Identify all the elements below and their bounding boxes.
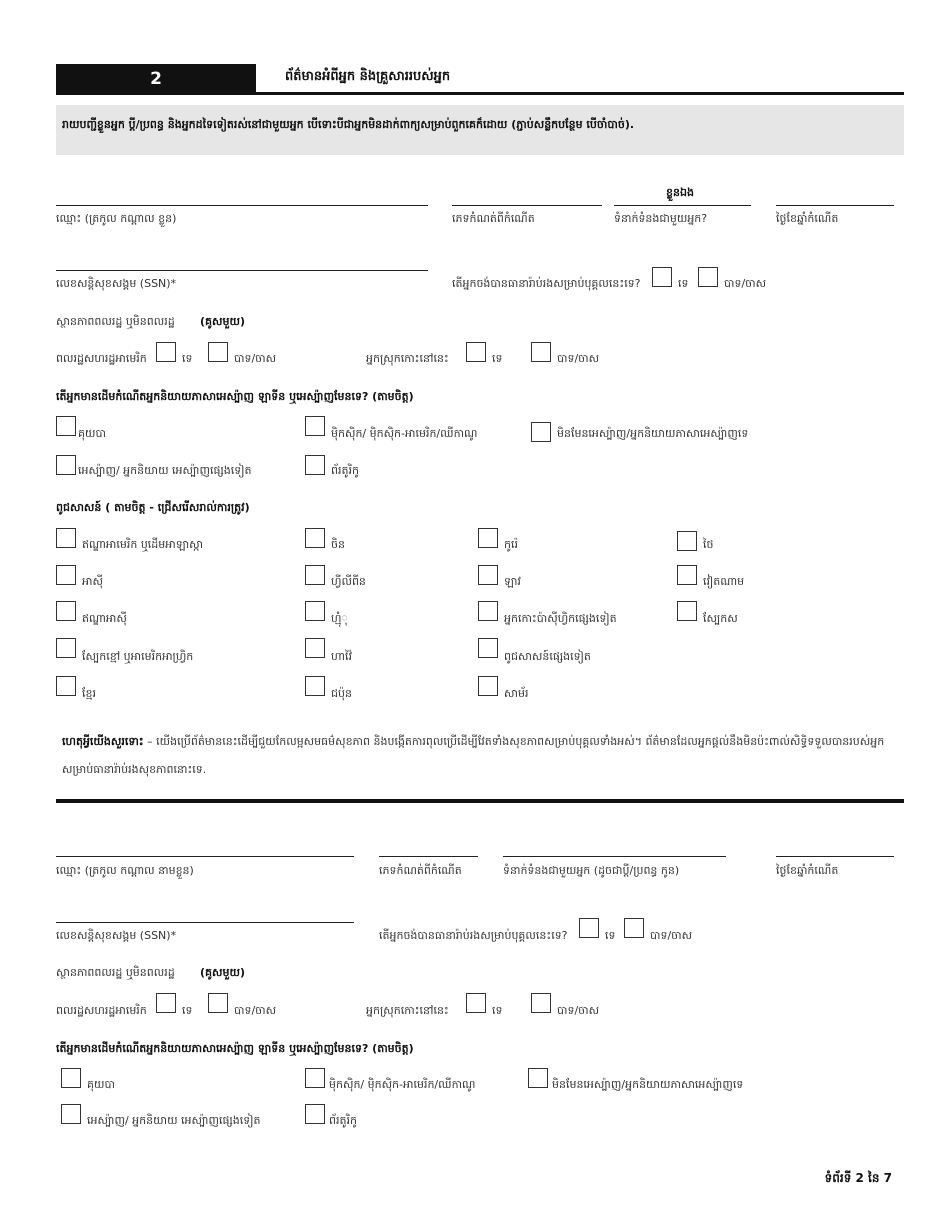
ssn-field-2[interactable] — [56, 922, 354, 923]
section-divider — [56, 799, 904, 803]
hispanic-question-1: តើអ្នកមានដើមកំណើតអ្នកនិយាយភាសាអេស្ប៉ាញ ឡាទីន ឬអេស្ប៉ាញមែនទេ? (តាមចិត្ត) — [56, 390, 414, 403]
native-label-1: អ្នកស្រុកកោះនៅនេះ — [366, 352, 449, 365]
native-yes-checkbox-1[interactable] — [531, 342, 551, 362]
race-label-16: ជប៉ុន — [331, 687, 352, 700]
native-no-checkbox-2[interactable] — [466, 993, 486, 1013]
hispanic-option-1-2: មិនមែនអេស្ប៉ាញ/អ្នកនិយាយភាសាអេស្ប៉ាញទេ — [557, 427, 749, 440]
sex-label-2: ភេទកំណត់ពីកំណើត — [379, 864, 462, 877]
us-citizen-yes-checkbox-1[interactable] — [208, 342, 228, 362]
race-label-3: ថៃ — [703, 538, 714, 551]
why-ask-line-2: សម្រាប់ធានារ៉ាប់រងសុខភាពនោះទេ. — [62, 763, 207, 776]
us-citizen-label-2: ពលរដ្ឋសហរដ្ឋអាមេរិក — [56, 1004, 147, 1017]
us-citizen-no-label-1: ទេ — [182, 352, 193, 365]
coverage-no-checkbox-1[interactable] — [652, 267, 672, 287]
hispanic-option-2-3: អេស្ប៉ាញ/ អ្នកនិយាយ អេស្ប៉ាញផ្សេងទៀត — [87, 1114, 261, 1127]
race-label-1: ពូជសាសន៍ ( តាមចិត្ត - ជ្រើសរើសរាល់ការត្រូវ) — [56, 501, 250, 514]
name-field-1[interactable] — [56, 205, 428, 206]
hispanic-checkbox-1-3[interactable] — [56, 455, 76, 475]
hispanic-checkbox-1-0[interactable] — [56, 416, 76, 436]
coverage-yes-checkbox-2[interactable] — [624, 918, 644, 938]
hispanic-checkbox-2-0[interactable] — [61, 1068, 81, 1088]
race-checkbox-1[interactable] — [305, 528, 325, 548]
sex-field-2[interactable] — [379, 856, 478, 857]
hispanic-option-1-3: អេស្ប៉ាញ/ អ្នកនិយាយ អេស្ប៉ាញផ្សេងទៀត — [78, 464, 252, 477]
race-label-0: ឥណ្ឌាអាមេរិក ឬដើមអាឡាស្កា — [82, 538, 204, 551]
coverage-question-1: តើអ្នកចង់បានធានារ៉ាប់រងសម្រាប់បុគ្គលនេះទេ? — [452, 277, 641, 290]
page-number: ទំព័រទី 2 នៃ 7 — [824, 1171, 892, 1185]
hispanic-question-2: តើអ្នកមានដើមកំណើតអ្នកនិយាយភាសាអេស្ប៉ាញ ឡាទីន ឬអេស្ប៉ាញមែនទេ? (តាមចិត្ត) — [56, 1042, 414, 1055]
race-checkbox-10[interactable] — [478, 601, 498, 621]
race-checkbox-0[interactable] — [56, 528, 76, 548]
why-ask-line-1 — [62, 735, 884, 751]
race-checkbox-5[interactable] — [305, 565, 325, 585]
name-label-1: ឈ្មោះ (ត្រកូល កណ្ដាល ខ្លួន) — [56, 212, 177, 225]
us-citizen-label-1: ពលរដ្ឋសហរដ្ឋអាមេរិក — [56, 352, 147, 365]
race-label-13: ហាវ៉ៃ — [331, 650, 352, 663]
relationship-field-1[interactable] — [614, 205, 751, 206]
citizenship-label-1: ស្ថានភាពពលរដ្ឋ ឬមិនពលរដ្ឋ — [56, 315, 175, 328]
ssn-field-1[interactable] — [56, 270, 428, 271]
citizenship-hint-2: (គូសមួយ) — [200, 966, 245, 979]
section-number: 2 — [56, 64, 256, 94]
relationship-label-2: ទំនាក់ទំនងជាមួយអ្នក (ដូចជាប្តី/ប្រពន្ធ កូន) — [503, 864, 680, 877]
race-checkbox-9[interactable] — [305, 601, 325, 621]
race-checkbox-3[interactable] — [677, 531, 697, 551]
hispanic-option-1-1: ម៉ិកស៊ិក/ ម៉ិកស៊ិក-អាមេរិក/ឈីកាណូ — [331, 427, 478, 440]
coverage-no-checkbox-2[interactable] — [579, 918, 599, 938]
race-label-5: ហ្វីលីពីន — [331, 575, 366, 588]
native-no-checkbox-1[interactable] — [466, 342, 486, 362]
coverage-yes-label-2: បាទ/ចាស — [650, 929, 693, 942]
hispanic-checkbox-1-1[interactable] — [305, 416, 325, 436]
section-title: ព័ត៌មានអំពីអ្នក និងគ្រួសាររបស់អ្នក — [285, 69, 451, 84]
us-citizen-yes-label-2: បាទ/ចាស — [234, 1004, 277, 1017]
ssn-label-1: លេខសន្តិសុខសង្គម (SSN)* — [56, 277, 177, 290]
why-ask-title: ហេតុអ្វីយើងសួរទោះ — [62, 735, 144, 748]
race-label-10: អ្នកកោះប៉ាស៊ីហ្វិកផ្សេងទៀត — [504, 612, 617, 625]
name-label-2: ឈ្មោះ (ត្រកូល កណ្ដាល នាមខ្លួន) — [56, 864, 194, 877]
header-rule — [56, 92, 904, 95]
dob-field-2[interactable] — [776, 856, 894, 857]
citizenship-label-2: ស្ថានភាពពលរដ្ឋ ឬមិនពលរដ្ឋ — [56, 966, 175, 979]
race-label-15: ខ្មែរ — [82, 687, 96, 700]
hispanic-option-2-1: ម៉ិកស៊ិក/ ម៉ិកស៊ិក-អាមេរិក/ឈីកាណូ — [329, 1078, 476, 1091]
sex-label-1: ភេទកំណត់ពីកំណើត — [452, 212, 535, 225]
hispanic-option-1-4: ព័រតូរិកូ — [331, 464, 359, 477]
race-label-7: វៀតណាម — [703, 575, 745, 588]
dob-field-1[interactable] — [776, 205, 894, 206]
race-label-8: ឥណ្ឌាអាស៊ី — [82, 612, 127, 625]
dob-label-2: ថ្ងៃខែឆ្នាំកំណើត — [776, 864, 839, 877]
hispanic-checkbox-2-2[interactable] — [528, 1068, 548, 1088]
hispanic-checkbox-2-1[interactable] — [305, 1068, 325, 1088]
hispanic-option-2-4: ព័រតូរិកូ — [329, 1114, 357, 1127]
hispanic-option-2-2: មិនមែនអេស្ប៉ាញ/អ្នកនិយាយភាសាអេស្ប៉ាញទេ — [552, 1078, 744, 1091]
race-checkbox-14[interactable] — [478, 638, 498, 658]
race-checkbox-4[interactable] — [56, 565, 76, 585]
instructions-text: រាយបញ្ជីខ្លួនអ្នក ប្តី/ប្រពន្ធ និងអ្នកដទៃទៀតរស់នៅជាមួយអ្នក បើទោះបីជាអ្នកមិនដាក់ពាក្យសម្រាប់ពួកគេក៏ដោយ (ភ្ជាប់សន្លឹកបន្ថែម បើចាំបាច់). — [62, 118, 635, 131]
race-checkbox-15[interactable] — [56, 676, 76, 696]
citizenship-hint-1: (គូសមួយ) — [200, 315, 245, 328]
race-checkbox-11[interactable] — [677, 601, 697, 621]
us-citizen-no-label-2: ទេ — [182, 1004, 193, 1017]
us-citizen-yes-checkbox-2[interactable] — [208, 993, 228, 1013]
race-checkbox-16[interactable] — [305, 676, 325, 696]
why-ask-text: – យើងប្រើព័ត៌មាននេះដើម្បីជួយកែលម្អសមធម៌សុខភាព និងបង្កើតការពុលប្រើដើម្បីវែតទាំងសុខភាពសម្រាប់បុគ្គលទាំងអស់។ ព័ត៌មានដែលអ្នកផ្តល់នឹងមិនប៉ះពាល់សិទ្ធិទទួលបានរបស់អ្នក — [143, 735, 885, 748]
native-no-label-2: ទេ — [492, 1004, 503, 1017]
race-checkbox-8[interactable] — [56, 601, 76, 621]
race-label-17: សាម័រ — [504, 687, 529, 700]
coverage-no-label-1: ទេ — [678, 277, 689, 290]
hispanic-checkbox-1-4[interactable] — [305, 455, 325, 475]
race-label-1-chinese: ចិន — [331, 538, 345, 551]
race-label-4: អាស៊ី — [82, 575, 103, 588]
race-checkbox-2[interactable] — [478, 528, 498, 548]
us-citizen-no-checkbox-1[interactable] — [156, 342, 176, 362]
us-citizen-yes-label-1: បាទ/ចាស — [234, 352, 277, 365]
name-field-2[interactable] — [56, 856, 354, 857]
ssn-label-2: លេខសន្តិសុខសង្គម (SSN)* — [56, 929, 177, 942]
race-label-2: កូរ៉េ — [504, 538, 518, 551]
race-checkbox-17[interactable] — [478, 676, 498, 696]
native-yes-label-2: បាទ/ចាស — [557, 1004, 600, 1017]
race-checkbox-6[interactable] — [478, 565, 498, 585]
coverage-yes-label-1: បាទ/ចាស — [724, 277, 767, 290]
race-label-9: ហ្មុំុ — [331, 612, 348, 625]
coverage-question-2: តើអ្នកចង់បានធានារ៉ាប់រងសម្រាប់បុគ្គលនេះទេ? — [379, 929, 568, 942]
race-checkbox-12[interactable] — [56, 638, 76, 658]
us-citizen-no-checkbox-2[interactable] — [156, 993, 176, 1013]
relationship-label-1: ទំនាក់ទំនងជាមួយអ្នក? — [614, 212, 708, 225]
hispanic-option-2-0: គុយបា — [87, 1078, 115, 1091]
relationship-self-value: ខ្លួនឯង — [666, 186, 694, 199]
race-label-6: ឡាវ — [504, 575, 521, 588]
native-yes-checkbox-2[interactable] — [531, 993, 551, 1013]
relationship-field-2[interactable] — [503, 856, 726, 857]
hispanic-checkbox-1-2[interactable] — [531, 422, 551, 442]
native-no-label-1: ទេ — [492, 352, 503, 365]
race-label-14: ពូជសាសន៍ផ្សេងទៀត — [504, 650, 591, 663]
race-checkbox-13[interactable] — [305, 638, 325, 658]
hispanic-option-1-0: គុយបា — [78, 427, 106, 440]
coverage-no-label-2: ទេ — [605, 929, 616, 942]
sex-field-1[interactable] — [452, 205, 602, 206]
dob-label-1: ថ្ងៃខែឆ្នាំកំណើត — [776, 212, 839, 225]
race-checkbox-7[interactable] — [677, 565, 697, 585]
race-label-11: ស្បែកស — [703, 612, 738, 625]
hispanic-checkbox-2-4[interactable] — [305, 1104, 325, 1124]
race-label-12: ស្បែកខ្មៅ ឬអាមេរិកអាហ្វ្រិក — [82, 650, 194, 663]
native-yes-label-1: បាទ/ចាស — [557, 352, 600, 365]
hispanic-checkbox-2-3[interactable] — [61, 1104, 81, 1124]
coverage-yes-checkbox-1[interactable] — [698, 267, 718, 287]
native-label-2: អ្នកស្រុកកោះនៅនេះ — [366, 1004, 449, 1017]
